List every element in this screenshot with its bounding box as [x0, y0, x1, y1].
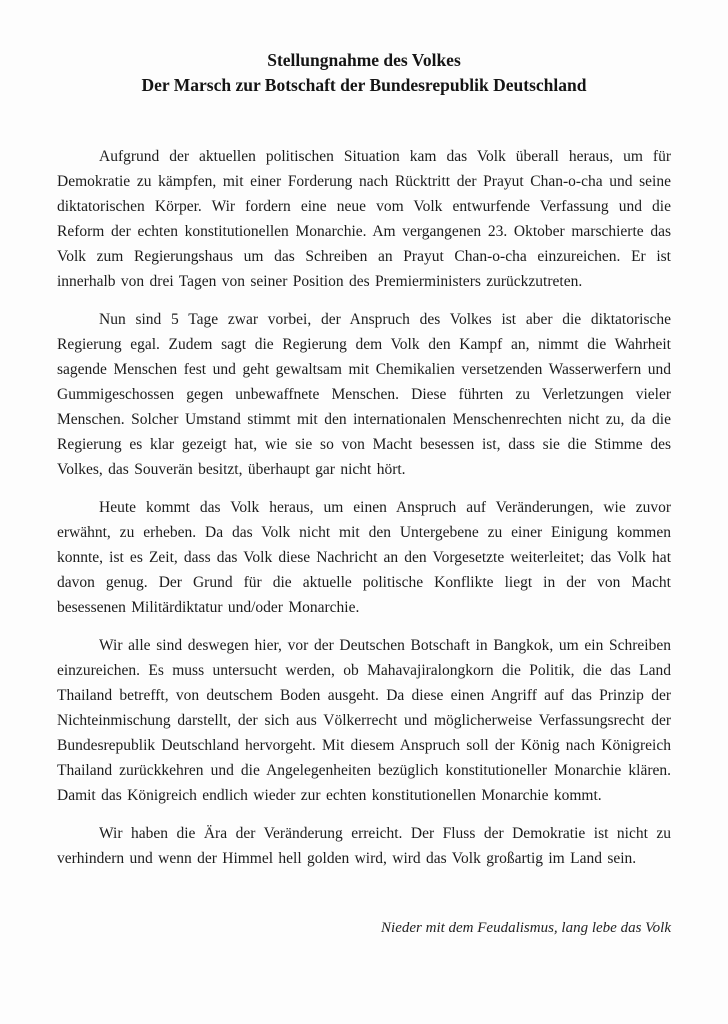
paragraph-5: Wir haben die Ära der Veränderung erreicht. Der Fluss der Demokratie ist nicht zu verhindern und wenn der Himmel hell golden wird, wird das Volk großartig im Land sein. [57, 825, 671, 867]
paragraph-4: Wir alle sind deswegen hier, vor der Deutschen Botschaft in Bangkok, um ein Schreiben einzureichen. Es muss untersucht werden, ob Mahavajiralongkorn die Politik, die das Land Thailand betrefft, von deutschem Boden ausgeht. Da diese einen Angriff auf das Prinzip der Nichteinmischung darstellt, der sich aus Völkerrecht und möglicherweise Verfassungsrecht der Bundesrepublik Deutschland hervorgeht. Mit diesem Anspruch soll der König nach Königreich Thailand zurückkehren und die Angelegenheiten bezüglich konstitutioneller Monarchie klären. Damit das Königreich endlich wieder zur echten konstitutionellen Monarchie kommt. [57, 637, 671, 804]
title-line-2: Der Marsch zur Botschaft der Bundesrepublik Deutschland [141, 75, 587, 95]
paragraph-2: Nun sind 5 Tage zwar vorbei, der Anspruch des Volkes ist aber die diktatorische Regierung egal. Zudem sagt die Regierung dem Volk den Kampf an, nimmt die Wahrheit sagende Menschen fest und geht gewaltsam mit Chemikalien versetzenden Wasserwerfern und Gummigeschossen gegen unbewaffnete Menschen. Diese führten zu Verletzungen vieler Menschen. Solcher Umstand stimmt mit den internationalen Menschenrechten nicht zu, da die Regierung es klar gezeigt hat, wie sie so von Macht besessen ist, dass sie die Stimme des Volkes, das Souverän besitzt, überhaupt gar nicht hört. [57, 311, 671, 478]
paragraph-3: Heute kommt das Volk heraus, um einen Anspruch auf Veränderungen, wie zuvor erwähnt, zu erheben. Da das Volk nicht mit den Untergebene zu einer Einigung kommen konnte, ist es Zeit, dass das Volk diese Nachricht an den Vorgesetzte weiterleitet; das Volk hat davon genug. Der Grund für die aktuelle politische Konflikte liegt in der von Macht besessenen Militärdiktatur und/oder Monarchie. [57, 499, 671, 616]
paragraph-1: Aufgrund der aktuellen politischen Situation kam das Volk überall heraus, um für Demokratie zu kämpfen, mit einer Forderung nach Rücktritt der Prayut Chan-o-cha und seine diktatorischen Körper. Wir fordern eine neue vom Volk entwurfende Verfassung und die Reform der echten konstitutionellen Monarchie. Am vergangenen 23. Oktober marschierte das Volk zum Regierungshaus um das Schreiben an Prayut Chan-o-cha einzureichen. Er ist innerhalb von drei Tagen von seiner Position des Premierministers zurückzutreten. [57, 148, 671, 290]
document-title [57, 48, 671, 98]
title-line-1: Stellungnahme des Volkes [267, 50, 461, 70]
document-body [57, 144, 671, 871]
closing-slogan: Nieder mit dem Feudalismus, lang lebe das Volk [381, 920, 671, 936]
